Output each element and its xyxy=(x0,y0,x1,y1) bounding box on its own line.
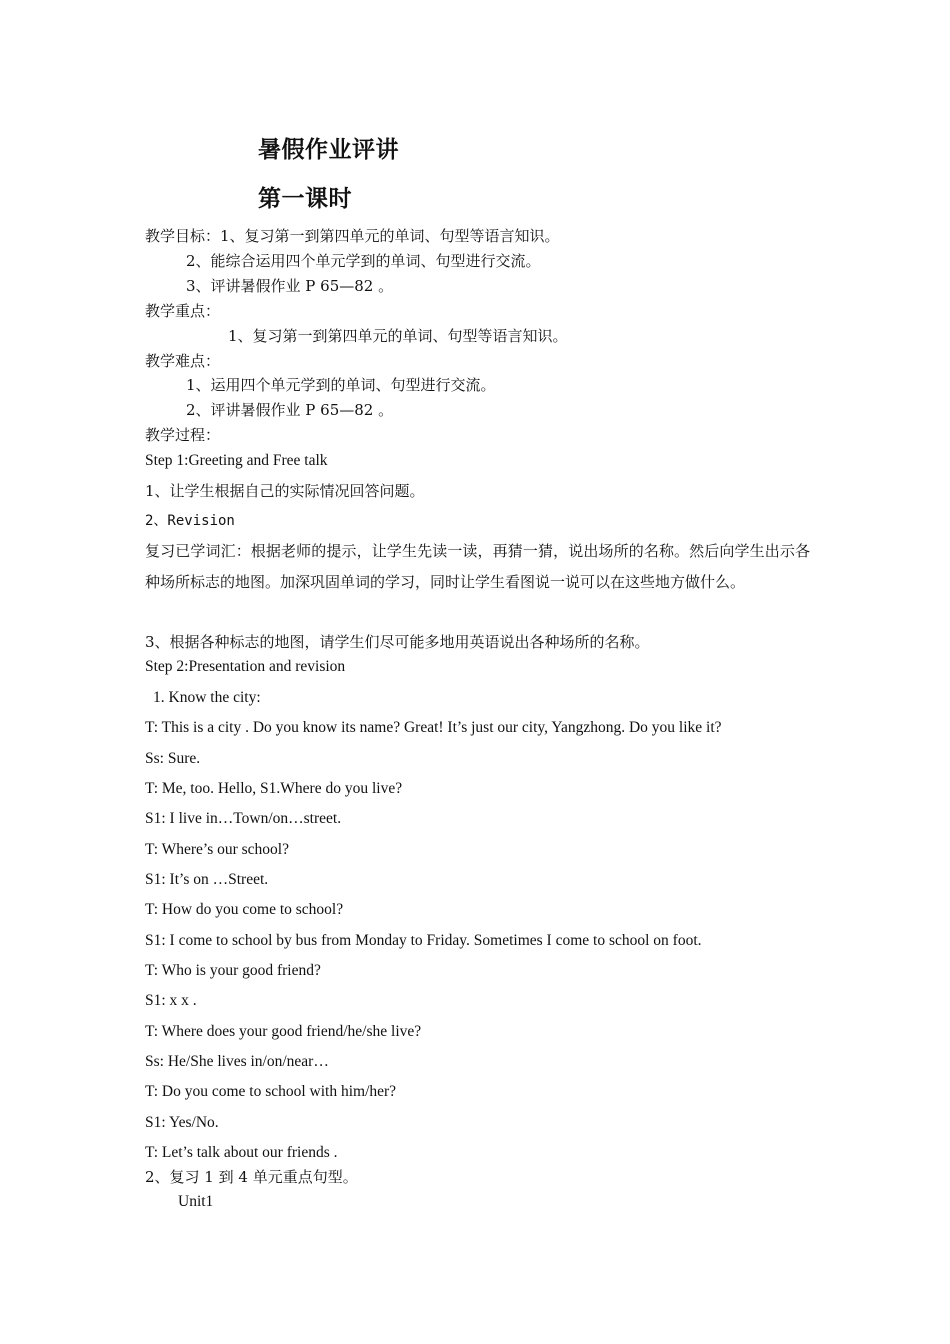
process-heading: 教学过程： xyxy=(145,426,221,444)
step-2-heading: Step 2:Presentation and revision xyxy=(145,658,346,675)
dialogue-line: S1: I live in…Town/on…street. xyxy=(145,810,342,827)
dialogue-line: S1: x x . xyxy=(145,992,197,1009)
goals-line-1: 教学目标：1、复习第一到第四单元的单词、句型等语言知识。 xyxy=(145,227,560,245)
dialogue-line: S1: It’s on …Street. xyxy=(145,871,269,888)
dialogue-line: T: How do you come to school? xyxy=(145,901,344,918)
key-points-heading: 教学重点： xyxy=(145,302,221,320)
dialogue-line: Ss: Sure. xyxy=(145,750,201,767)
step-1-item-3: 3、根据各种标志的地图，请学生们尽可能多地用英语说出各种场所的名称。 xyxy=(145,633,650,651)
dialogue-line: S1: I come to school by bus from Monday to Friday. Sometimes I come to school on foot. xyxy=(145,932,702,949)
dialogue-line: T: Where does your good friend/he/she live? xyxy=(145,1023,422,1040)
step-1-item-2: 2、Revision xyxy=(145,513,235,529)
difficulty-2: 2、评讲暑假作业 P 65—82 。 xyxy=(186,401,394,419)
dialogue-line: T: This is a city . Do you know its name? Great! It’s just our city, Yangzhong. Do you like it? xyxy=(145,719,722,736)
difficulty-1: 1、运用四个单元学到的单词、句型进行交流。 xyxy=(186,376,496,394)
difficulty-heading: 教学难点： xyxy=(145,352,221,370)
dialogue-line: T: Me, too. Hello, S1.Where do you live? xyxy=(145,780,403,797)
review-units-heading: 2、复习 1 到 4 单元重点句型。 xyxy=(145,1168,358,1186)
step-1-item-1: 1、让学生根据自己的实际情况回答问题。 xyxy=(145,482,425,500)
goals-line-2: 2、能综合运用四个单元学到的单词、句型进行交流。 xyxy=(186,252,541,270)
dialogue-line: T: Where’s our school? xyxy=(145,841,289,858)
know-city-heading: 1. Know the city: xyxy=(153,689,261,706)
document-title: 暑假作业评讲 xyxy=(258,137,399,163)
dialogue-line: T: Do you come to school with him/her? xyxy=(145,1083,397,1100)
dialogue-line: Ss: He/She lives in/on/near… xyxy=(145,1053,329,1070)
step-1-heading: Step 1:Greeting and Free talk xyxy=(145,452,328,469)
lesson-subtitle: 第一课时 xyxy=(258,186,352,212)
dialogue-line: S1: Yes/No. xyxy=(145,1114,219,1131)
unit-1-label: Unit1 xyxy=(178,1193,214,1210)
key-point-1: 1、复习第一到第四单元的单词、句型等语言知识。 xyxy=(228,327,568,345)
dialogue-line: T: Who is your good friend? xyxy=(145,962,321,979)
dialogue-line: T: Let’s talk about our friends . xyxy=(145,1144,338,1161)
revision-paragraph: 复习已学词汇：根据老师的提示，让学生先读一读，再猜一猜，说出场所的名称。然后向学生出示各种场所标志的地图。加深巩固单词的学习，同时让学生看图说一说可以在这些地方做什么。 xyxy=(145,542,810,591)
goals-line-3: 3、评讲暑假作业 P 65—82 。 xyxy=(186,277,394,295)
